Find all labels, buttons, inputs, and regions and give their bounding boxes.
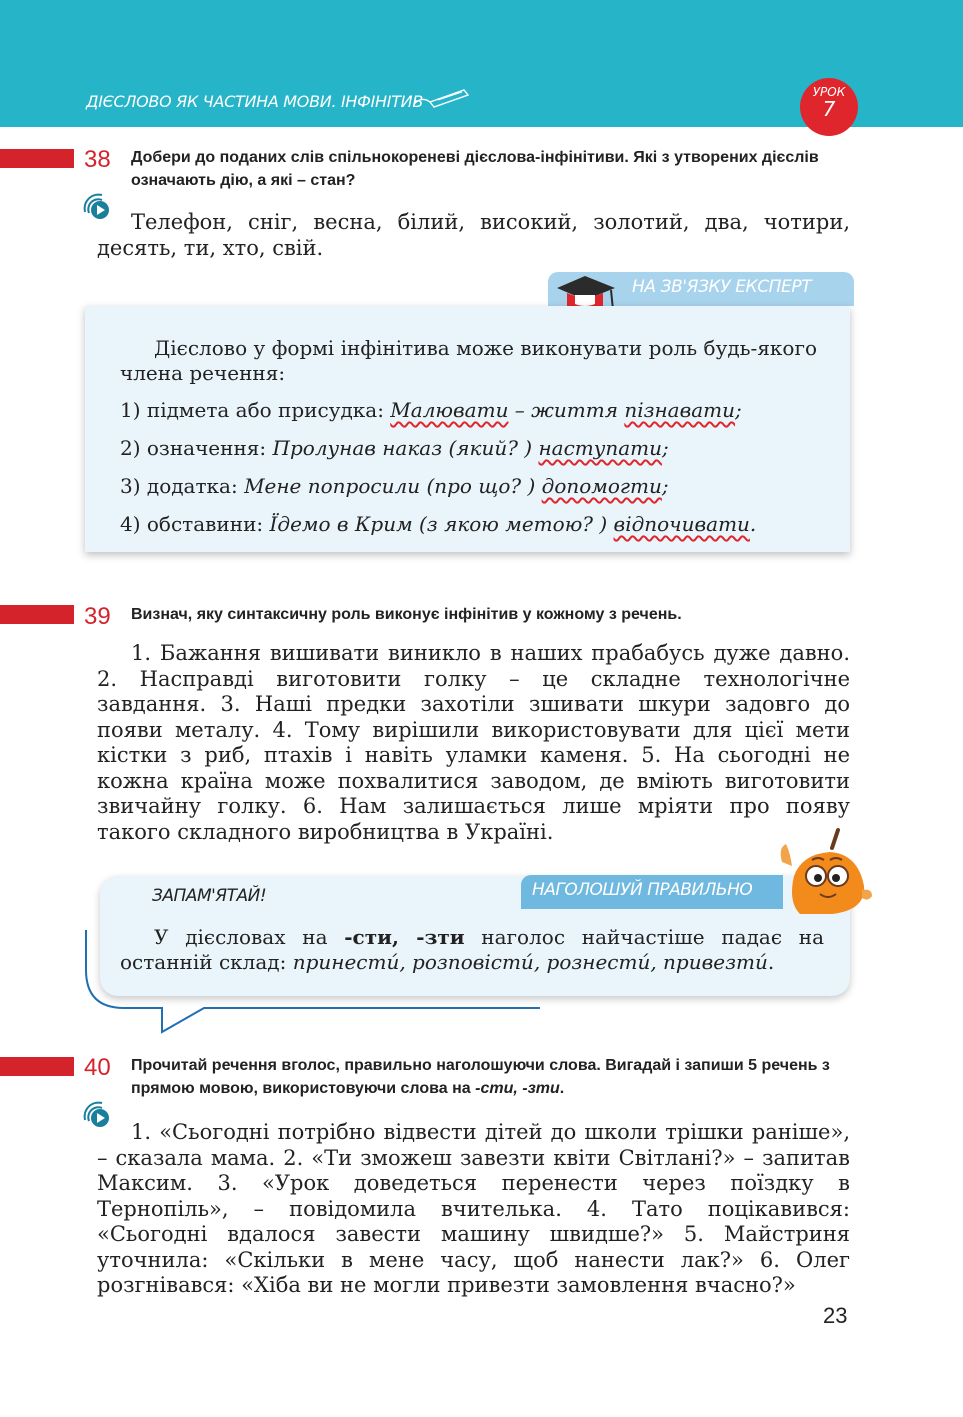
rule-line: 4) обставини: Їдемо в Крим (з якою метою? ) відпочивати.: [120, 512, 757, 536]
rule-line: 1) підмета або присудка: Малювати – життя пізнавати;: [120, 398, 742, 422]
rule-line: 3) додатка: Мене попросили (про що? ) допомогти;: [120, 474, 669, 498]
exercise-task: Добери до поданих слів спільнокореневі дієслова-інфінітиви. Які з утворених дієслів означають дію, а які – стан?: [131, 149, 819, 189]
exercise-task: Визнач, яку синтаксичну роль виконує інфінітив у кожному з речень.: [131, 606, 682, 623]
remember-label: ЗАПАМ'ЯТАЙ!: [152, 886, 267, 906]
exercise-number: 39: [84, 603, 111, 630]
exercise-marker-bar: [0, 149, 74, 168]
exercise-marker-bar: [0, 605, 74, 624]
expert-intro: Дієслово у формі інфінітива може виконувати роль будь-якого члена речення:: [120, 336, 817, 385]
section-title: ДІЄСЛОВО ЯК ЧАСТИНА МОВИ. ІНФІНІТИВ: [86, 92, 424, 111]
lesson-badge: [800, 78, 858, 136]
exercise-marker-bar: [0, 1057, 74, 1076]
exercise-number: 38: [84, 146, 111, 173]
exercise-text: 1. «Сьогодні потрібно відвести дітей до школи трішки раніше», – сказала мама. 2. «Ти зможеш завезти квіти Світлані?» – запитав Максим. 3. «Урок доведеться перенести через поїздку в Тернопіль», – повідомила вчителька. 4. Тато поцікавився: «Сьогодні вдалося завести машину швидше?» 5. Майстриня уточнила: «Скільки в мене часу, щоб нанести лак?» 6. Олег розгнівався: «Хіба ви не могли привезти замовлення вчасно?»: [97, 1120, 850, 1297]
exercise-task: Прочитай речення вголос, правильно наголошуючи слова. Вигадай і запиши 5 речень з прямою мовою, використовуючи слова на -сти, -зти.: [131, 1057, 830, 1097]
exercise-text: Телефон, сніг, весна, білий, високий, золотий, два, чотири, десять, ти, хто, свій.: [97, 210, 850, 260]
remember-text: У дієсловах на -сти, -зти наголос найчастіше падає на останній склад: принести́, розповісти́, рознести́, привезти́.: [120, 925, 825, 974]
expert-tab-label: НА ЗВ'ЯЗКУ ЕКСПЕРТ: [632, 277, 812, 297]
pencil-icon: [412, 86, 472, 110]
exercise-number: 40: [84, 1054, 111, 1081]
stress-tab-label: НАГОЛОШУЙ ПРАВИЛЬНО: [532, 880, 753, 900]
lesson-number: 7: [822, 97, 836, 121]
page-number: 23: [823, 1303, 848, 1328]
lesson-label: УРОК: [812, 85, 846, 99]
rule-line: 2) означення: Пролунав наказ (який? ) наступати;: [120, 436, 669, 460]
exercise-text: 1. Бажання вишивати виникло в наших прабабусь дуже давно. 2. Насправді виготовити голку – це складне технологічне завдання. 3. Наші предки захотіли зшивати шкури задовго до появи металу. 4. Тому вирішили використовувати для цієї мети кістки з риб, птахів і навіть уламки каменя. 5. На сьогодні не кожна країна може похвалитися заводом, де вміють виготовити звичайну голку. 6. Нам залишається лише мріяти про появу такого складного виробництва в Україні.: [97, 641, 850, 844]
mascot-icon: [772, 826, 876, 918]
